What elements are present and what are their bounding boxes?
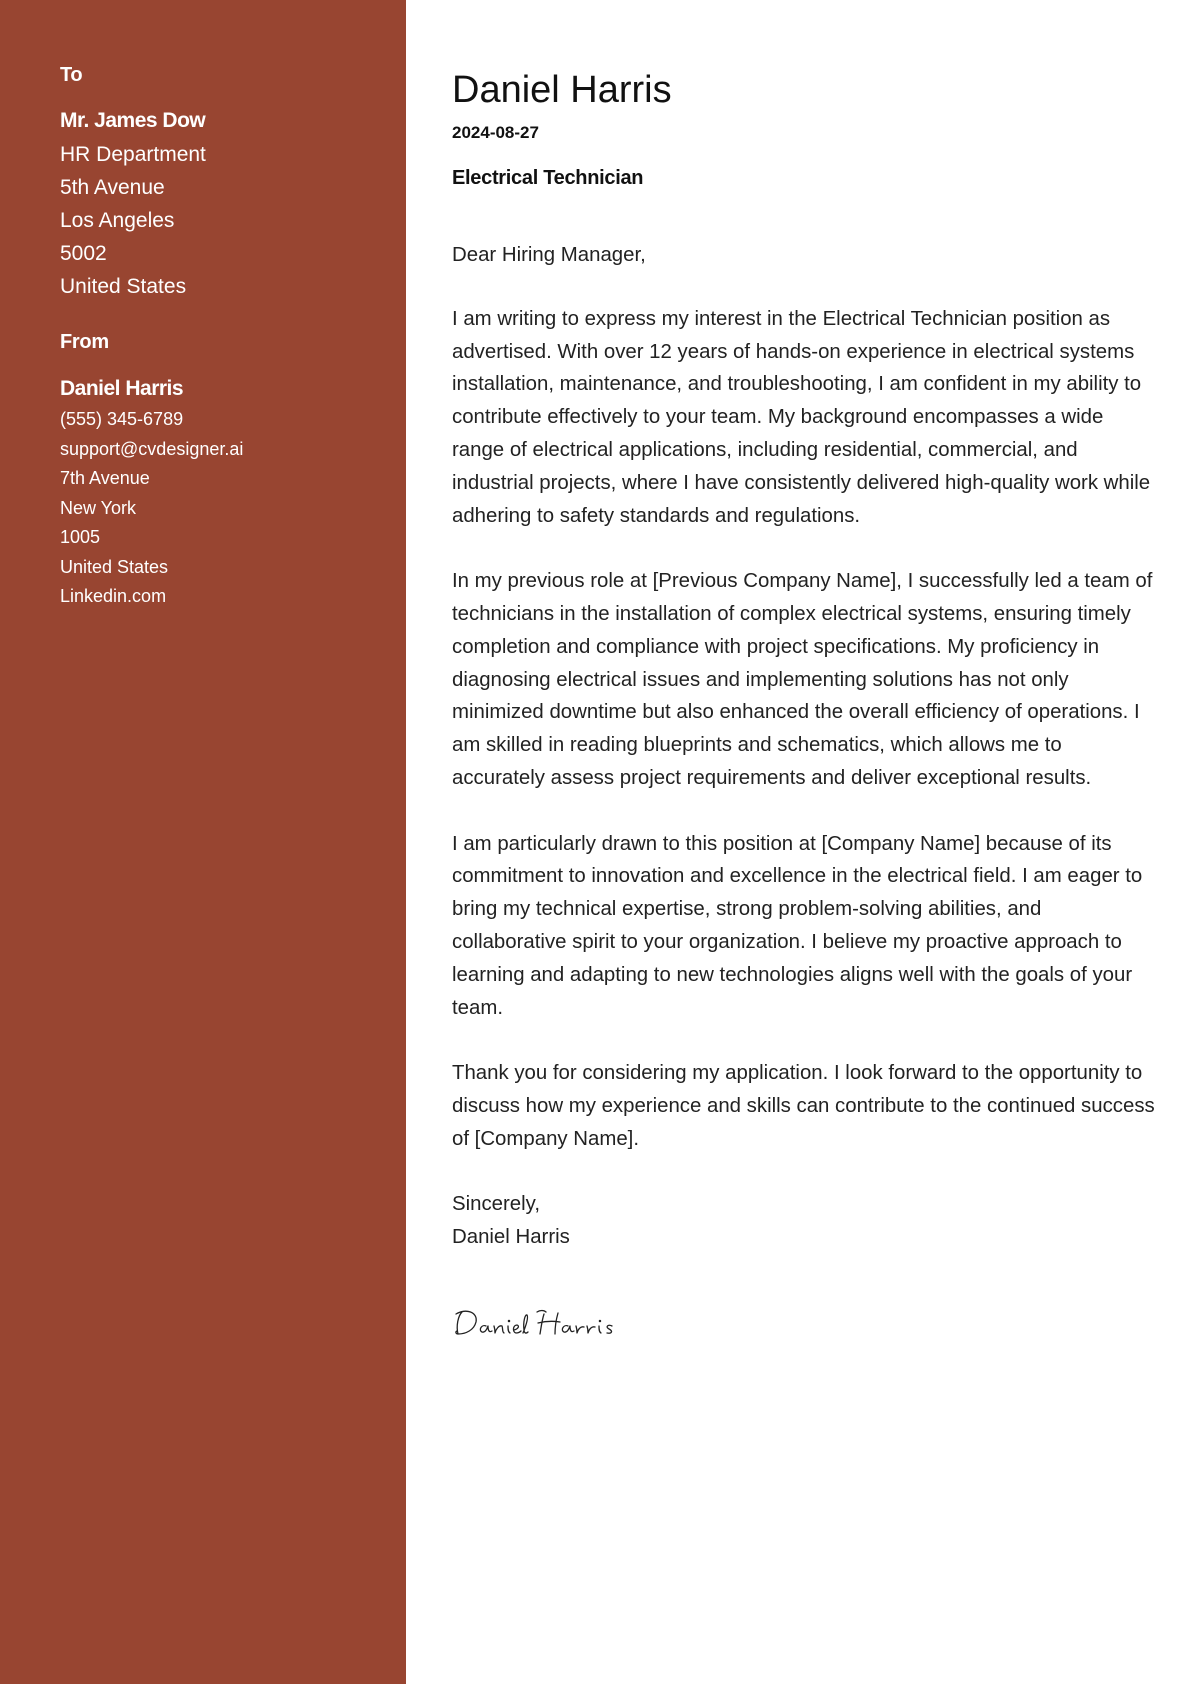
sender-name: Daniel Harris bbox=[60, 377, 184, 400]
paragraph-intro: I am writing to express my interest in the Electrical Technician position as advertised. With over 12 years of hands-on experience in electrical systems installation, maintenance, and troubleshooting, I am confident in my ability to contribute effectively to your team. My background encompasses a wide range of electrical applications, including residential, commercial, and industrial projects, where I have consistently delivered high-quality work while adhering to safety standards and regulations. bbox=[452, 307, 1151, 527]
closing-name: Daniel Harris bbox=[452, 1226, 570, 1249]
closing-salutation: Sincerely, bbox=[452, 1193, 541, 1216]
sender-street: 7th Avenue bbox=[60, 468, 150, 488]
sender-linkedin: Linkedin.com bbox=[60, 586, 167, 606]
recipient-street: 5th Avenue bbox=[60, 176, 165, 199]
from-heading: From bbox=[60, 331, 109, 353]
recipient-city: Los Angeles bbox=[60, 209, 175, 232]
paragraph-experience: In my previous role at [Previous Company Name], I successfully led a team of technicians in the installation of complex electrical systems, ensuring timely completion and compliance with project specifications. My proficiency in diagnosing electrical issues and implementing solutions has not only minimized downtime but also enhanced the overall efficiency of operations. I am skilled in reading blueprints and schematics, which allows me to accurately assess project requirements and deliver exceptional results. bbox=[452, 570, 1153, 789]
recipient-country: United States bbox=[60, 275, 187, 298]
letter-body bbox=[452, 239, 1158, 1254]
signature-image bbox=[452, 1302, 632, 1342]
sender-country: United States bbox=[60, 556, 169, 577]
sender-postal-code: 1005 bbox=[60, 527, 101, 547]
recipient-department: HR Department bbox=[60, 143, 206, 166]
recipient-address bbox=[60, 138, 406, 303]
recipient-name: Mr. James Dow bbox=[60, 109, 206, 132]
to-heading: To bbox=[60, 64, 83, 86]
sender-email: support@cvdesigner.ai bbox=[60, 438, 244, 459]
job-title: Electrical Technician bbox=[452, 167, 644, 189]
letter-date: 2024-08-27 bbox=[452, 123, 539, 142]
sender-contact bbox=[60, 405, 406, 612]
paragraph-motivation: I am particularly drawn to this position at [Company Name] because of its commitment to innovation and excellence in the electrical field. I am eager to bring my technical expertise, strong problem-solving abilities, and collaborative spirit to your organization. I believe my proactive approach to learning and adapting to new technologies aligns well with the goals of your team. bbox=[452, 832, 1143, 1019]
sidebar bbox=[0, 0, 406, 1684]
sender-city: New York bbox=[60, 497, 137, 518]
closing-block bbox=[452, 1188, 1158, 1254]
author-name: Daniel Harris bbox=[452, 69, 672, 111]
sender-phone: (555) 345-6789 bbox=[60, 409, 184, 429]
paragraph-closing: Thank you for considering my application. I look forward to the opportunity to discuss how my experience and skills can contribute to the continued success of [Company Name]. bbox=[452, 1062, 1155, 1150]
recipient-postal-code: 5002 bbox=[60, 242, 107, 265]
greeting: Dear Hiring Manager, bbox=[452, 244, 646, 266]
